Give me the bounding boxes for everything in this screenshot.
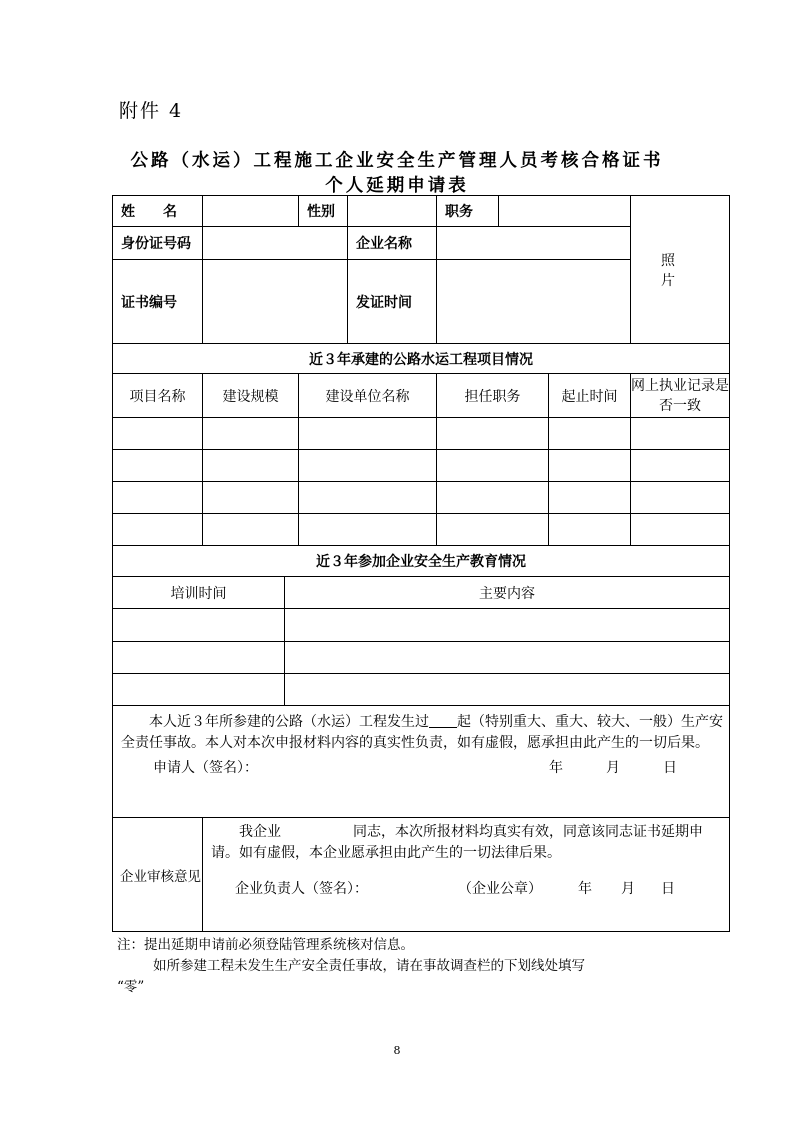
table-cell[interactable] (203, 418, 299, 450)
month-label: 月 (606, 760, 620, 776)
company-name-label: 企业名称 (348, 227, 437, 260)
application-form-table (112, 195, 737, 932)
form-title: 公路（水运）工程施工企业安全生产管理人员考核合格证书 (130, 151, 664, 171)
table-cell[interactable] (113, 642, 285, 674)
table-row (113, 609, 730, 642)
notes (117, 935, 737, 998)
table-cell[interactable] (631, 418, 730, 450)
table-cell[interactable] (285, 642, 730, 674)
table-cell[interactable] (113, 450, 203, 482)
page-number: 8 (393, 1044, 401, 1057)
table-row (113, 418, 730, 450)
col-main-content: 主要内容 (285, 577, 730, 609)
enterprise-review-label: 企业审核意见 (113, 818, 203, 932)
table-cell[interactable] (113, 674, 285, 706)
table-cell[interactable] (299, 418, 437, 450)
year-label: 年 (578, 881, 592, 897)
company-name-field[interactable] (437, 227, 631, 260)
name-label: 姓 名 (113, 196, 203, 227)
applicant-signature-label: 申请人（签名）： (153, 760, 258, 776)
company-seal-label: （企业公章） (458, 881, 542, 897)
year-label: 年 (549, 760, 563, 776)
certificate-number-field[interactable] (203, 260, 348, 344)
table-cell[interactable] (437, 418, 549, 450)
table-cell[interactable] (299, 450, 437, 482)
table-cell[interactable] (299, 514, 437, 546)
table-cell[interactable] (631, 514, 730, 546)
certificate-number-label: 证书编号 (113, 260, 203, 344)
declaration-block (113, 706, 730, 818)
table-row (113, 482, 730, 514)
accident-count-blank[interactable] (429, 714, 457, 730)
table-cell[interactable] (549, 450, 631, 482)
issue-date-label: 发证时间 (348, 260, 437, 344)
table-cell[interactable] (437, 514, 549, 546)
table-cell[interactable] (113, 482, 203, 514)
projects-section-title: 近３年承建的公路水运工程项目情况 (113, 344, 730, 374)
form-subtitle: 个人延期申请表 (325, 176, 469, 196)
applicant-signature-line (121, 758, 723, 779)
table-cell[interactable] (549, 418, 631, 450)
table-cell[interactable] (437, 482, 549, 514)
table-cell[interactable] (631, 482, 730, 514)
issue-date-field[interactable] (437, 260, 631, 344)
enterprise-statement: 我企业 同志，本次所报材料均真实有效，同意该同志证书延期申请。如有虚假，本企业愿承担由此产生的一切法律后果。 (211, 824, 703, 861)
position-label: 职务 (437, 196, 499, 227)
day-label: 日 (661, 881, 675, 897)
gender-field[interactable] (348, 196, 437, 227)
table-cell[interactable] (285, 609, 730, 642)
col-training-time: 培训时间 (113, 577, 285, 609)
table-cell[interactable] (549, 482, 631, 514)
enterprise-signature-label: 企业负责人（签名）： (235, 881, 368, 897)
table-cell[interactable] (203, 514, 299, 546)
id-number-field[interactable] (203, 227, 348, 260)
table-cell[interactable] (299, 482, 437, 514)
declaration-text: 本人近３年所参建的公路（水运）工程发生过 起（特别重大、重大、较大、一般）生产安全责任事故。本人对本次申报材料内容的真实性负责，如有虚假，愿承担由此产生的一切后果。 (121, 714, 723, 751)
note-line-3: “零” (117, 979, 145, 995)
day-label: 日 (663, 760, 677, 776)
table-cell[interactable] (113, 514, 203, 546)
table-row (113, 642, 730, 674)
col-project-name: 项目名称 (113, 374, 203, 418)
note-line-1: 注：提出延期申请前必须登陆管理系统核对信息。 (117, 937, 414, 953)
photo-box[interactable] (631, 196, 737, 344)
name-field[interactable] (203, 196, 299, 227)
gender-label: 性别 (299, 196, 348, 227)
id-number-label: 身份证号码 (113, 227, 203, 260)
month-label: 月 (621, 881, 635, 897)
col-period: 起止时间 (549, 374, 631, 418)
training-section-title: 近３年参加企业安全生产教育情况 (113, 546, 730, 577)
enterprise-review-content[interactable] (203, 818, 730, 932)
table-cell[interactable] (631, 450, 730, 482)
col-online-record: 网上执业记录是否一致 (631, 374, 730, 418)
table-cell[interactable] (113, 609, 285, 642)
enterprise-signature-line (211, 879, 723, 900)
table-row (113, 674, 730, 706)
table-cell[interactable] (285, 674, 730, 706)
col-role: 担任职务 (437, 374, 549, 418)
note-line-2: 如所参建工程未发生生产安全责任事故，请在事故调查栏的下划线处填写 (153, 958, 585, 974)
table-row (113, 450, 730, 482)
col-construction-scale: 建设规模 (203, 374, 299, 418)
table-cell[interactable] (203, 482, 299, 514)
attachment-label: 附件 4 (119, 100, 184, 122)
position-field[interactable] (499, 196, 631, 227)
table-cell[interactable] (437, 450, 549, 482)
table-row (113, 514, 730, 546)
photo-label: 照 片 (661, 252, 737, 289)
table-cell[interactable] (549, 514, 631, 546)
table-cell[interactable] (203, 450, 299, 482)
col-builder-unit: 建设单位名称 (299, 374, 437, 418)
table-cell[interactable] (113, 418, 203, 450)
